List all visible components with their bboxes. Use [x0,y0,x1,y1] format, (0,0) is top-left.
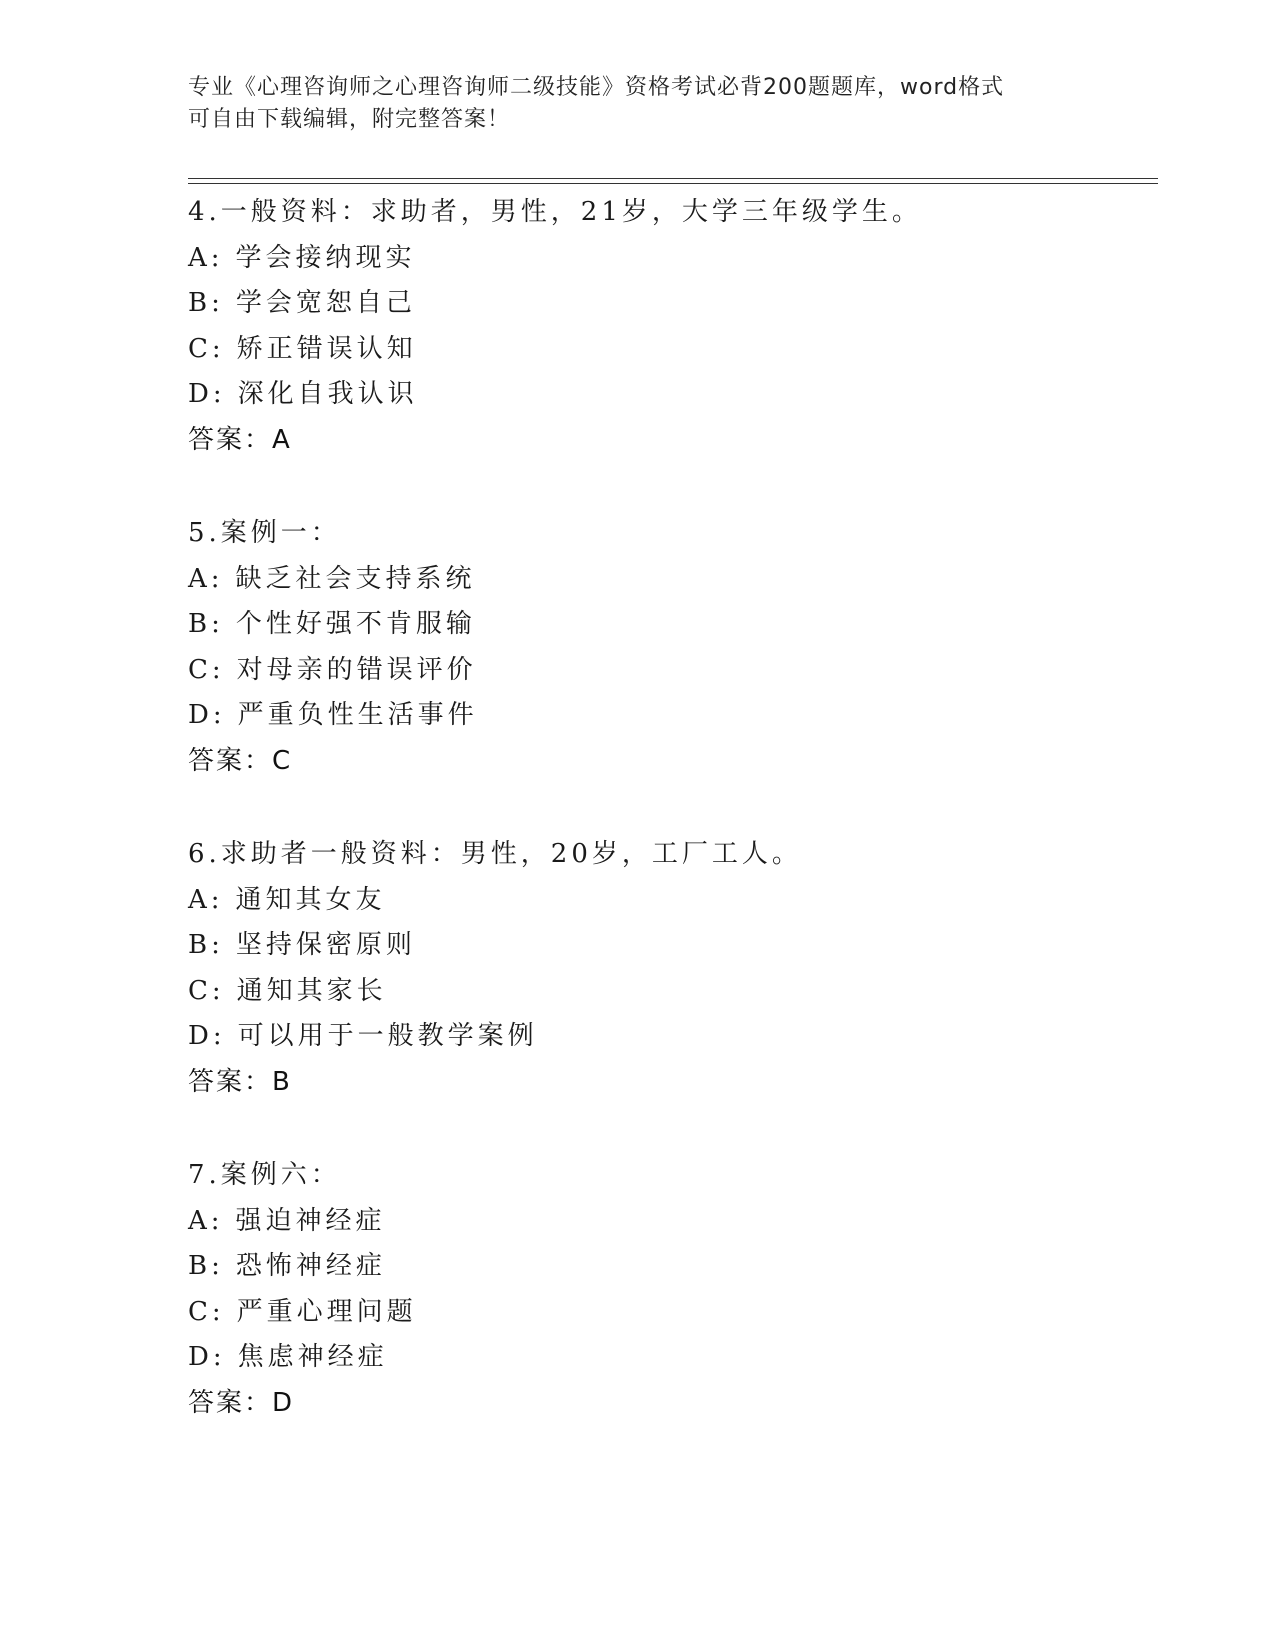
option-text: 缺乏社会支持系统 [235,563,476,594]
option-d [188,693,1148,739]
option-a [188,878,1148,924]
option-a [188,236,1148,282]
option-key: B: [188,288,224,318]
option-key: B: [188,930,224,960]
option-key: B: [188,609,224,639]
option-key: D: [188,1342,226,1372]
header-line-2: 可自由下载编辑，附完整答案！ [188,107,511,132]
question-item [188,190,1148,463]
option-b [188,602,1148,648]
option-text: 个性好强不肯服输 [235,609,476,639]
option-text: 学会接纳现实 [235,242,416,273]
option-a [188,1199,1148,1245]
option-b [188,923,1148,969]
option-b [188,281,1148,327]
option-text: 焦虑神经症 [237,1342,388,1372]
option-b [188,1244,1148,1290]
option-key: D: [188,379,226,409]
option-key: D: [188,1021,226,1051]
option-key: B: [188,1251,224,1281]
question-item [188,832,1148,1105]
option-key: A: [188,563,224,594]
option-text: 严重负性生活事件 [237,700,478,730]
question-stem: 4.一般资料：求助者，男性，21岁，大学三年级学生。 [188,197,922,227]
option-text: 矫正错误认知 [236,333,417,364]
option-text: 严重心理问题 [236,1296,417,1327]
option-d [188,1014,1148,1060]
option-key: A: [188,1205,224,1236]
question-stem: 6.求助者一般资料：男性，20岁，工厂工人。 [188,839,802,869]
document-header [188,72,1088,136]
option-text: 通知其家长 [236,975,387,1006]
header-divider [188,178,1158,184]
option-key: C: [188,654,225,685]
option-d [188,1335,1148,1381]
question-stem: 5.案例一： [188,518,341,548]
option-c [188,1290,1148,1336]
option-d [188,372,1148,418]
answer-line: 答案：D [188,1387,295,1418]
question-item [188,1153,1148,1426]
option-key: A: [188,884,224,915]
option-text: 学会宽恕自己 [235,288,416,318]
answer-line: 答案：A [188,424,292,455]
option-text: 可以用于一般教学案例 [237,1021,538,1051]
option-key: A: [188,242,224,273]
question-item [188,511,1148,784]
option-key: C: [188,1296,225,1327]
option-key: C: [188,975,225,1006]
question-list [188,190,1148,1474]
option-text: 强迫神经症 [235,1205,386,1236]
option-c [188,648,1148,694]
answer-line: 答案：B [188,1066,292,1097]
answer-line: 答案：C [188,745,293,776]
question-stem: 7.案例六： [188,1160,341,1190]
option-text: 坚持保密原则 [235,930,416,960]
option-key: D: [188,700,226,730]
option-text: 通知其女友 [235,884,386,915]
option-text: 对母亲的错误评价 [236,654,477,685]
option-key: C: [188,333,225,364]
header-line-1: 专业《心理咨询师之心理咨询师二级技能》资格考试必背200题题库，word格式 [188,75,1005,100]
option-text: 恐怖神经症 [235,1251,386,1281]
option-text: 深化自我认识 [237,379,418,409]
option-c [188,327,1148,373]
option-a [188,557,1148,603]
option-c [188,969,1148,1015]
